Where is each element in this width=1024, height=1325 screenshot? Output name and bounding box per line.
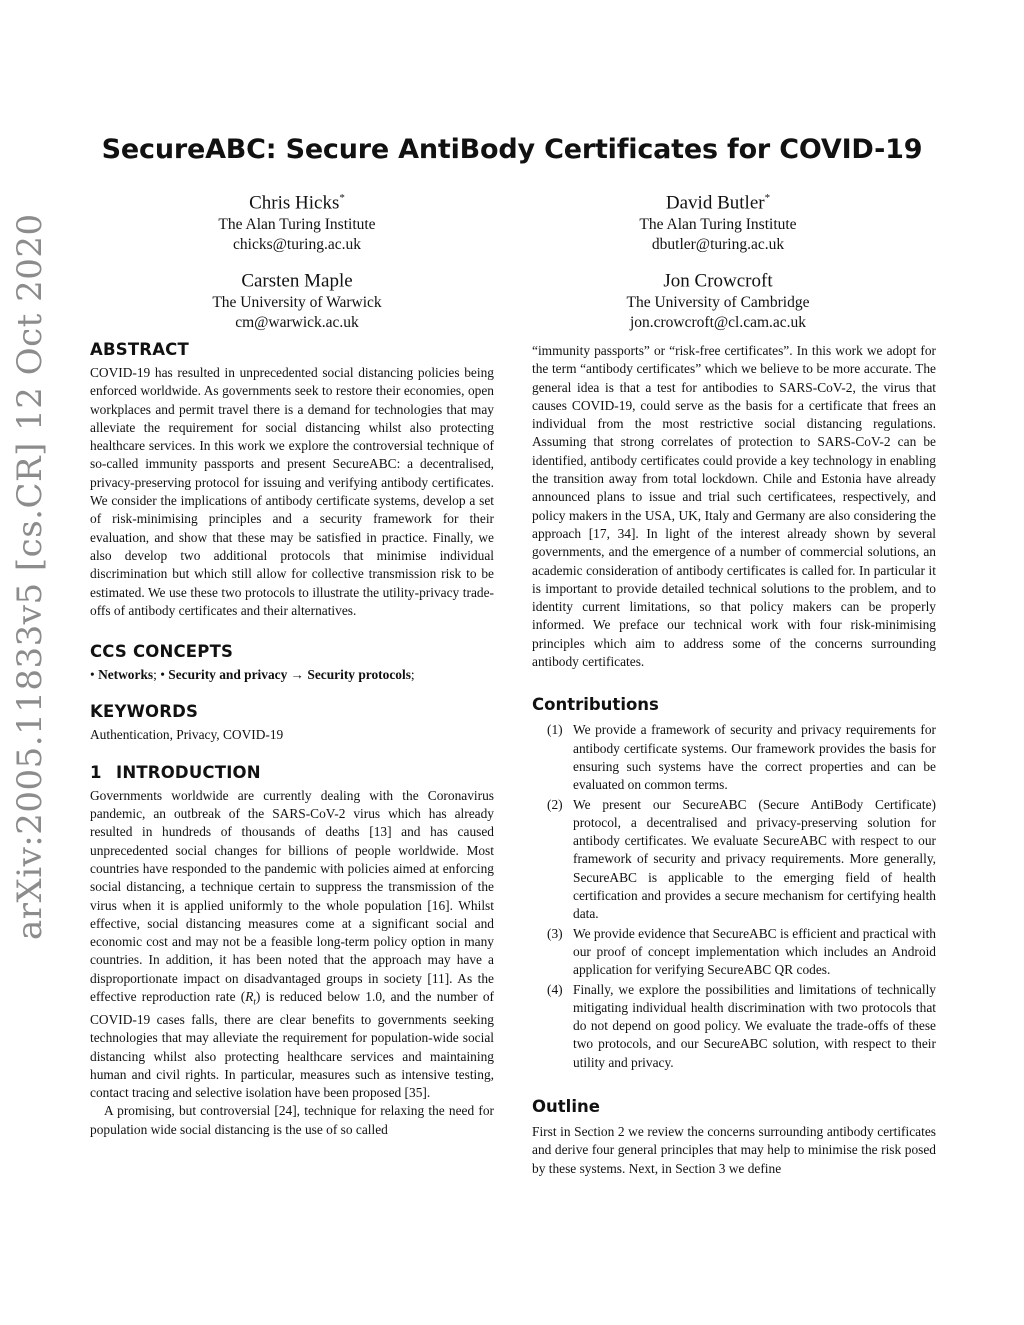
author-affiliation: The Alan Turing Institute <box>639 216 797 234</box>
contributions-list <box>532 721 936 1072</box>
author-name: David Butler* <box>665 192 771 214</box>
author-name: Jon Crowcroft <box>663 270 773 292</box>
author-block <box>87 264 507 333</box>
author-block <box>508 186 928 255</box>
left-column <box>90 340 494 1139</box>
outline-text: First in Section 2 we review the concerns surrounding antibody certificates and derive four general principles that may help to minimise the risk posed by these systems. Next, in Section 3 we define <box>532 1123 936 1176</box>
introduction-heading: 1 INTRODUCTION <box>90 762 261 782</box>
introduction-paragraph: “immunity passports” or “risk-free certificates”. In this work we adopt for the term “antibody certificates” which we believe to be more accurate. The general idea is that a test for antibodies to SARS-CoV-2, the virus that causes COVID-19, could serve as the basis for a certificate that frees an individual from the most restrictive social distancing regulations. Assuming that strong correlates of protection to SARS-CoV-2 can be identified, antibody certificates could provide a key technology in enabling the transition away from total lockdown. Chile and Estonia have already announced plans to issue and trial such certificatees, respectively, and policy makers in the USA, UK, Italy and Germany are also considering the approach [17, 34]. In light of the interest already shown by several governments, and the emergence of a number of commercial solutions, an academic consideration of antibody certificates is called for. In particular it is important to provide detailed technical solutions to the problem, and to identity current limitations, so that policy makers can be properly informed. We preface our technical work with four risk-minimising principles which aim to address some of the concerns surrounding antibody certificates. <box>532 343 936 670</box>
ccs-heading: CCS CONCEPTS <box>90 642 234 662</box>
keywords-heading: KEYWORDS <box>90 702 199 722</box>
outline-heading: Outline <box>532 1096 600 1116</box>
author-email: cm@warwick.ac.uk <box>235 314 359 332</box>
introduction-paragraph: Governments worldwide are currently dealing with the Coronavirus pandemic, an outbreak of the SARS-CoV-2 virus which has already resulted in hundreds of thousands of deaths [13] and has caused unprecedented social changes for billions of people worldwide. Most countries have responded to the pandemic with policies aimed at enforcing social distancing, a technique certain to suppress the transmission of the virus when it is applied uniformly to the whole population [16]. Whilst effective, social distancing measures come at a significant social and economic cost and may not be a feasible long-term policy option in many countries. In addition, it has been noted that the approach may have a disproportionate impact on disadvantaged groups in society [11]. As the effective reproduction rate $(R_t)$ is reduced below 1.0, and the number of COVID-19 cases falls, there are clear benefits to governments seeking technologies that may alleviate the requirement for population-wide social distancing whilst also protecting healthcare services and maintaining human and civil rights. In particular, measures such as intensive testing, contact tracing and selective isolation have been proposed [35]. <box>90 787 494 1101</box>
author-affiliation: The University of Warwick <box>212 294 382 312</box>
author-affiliation: The University of Cambridge <box>626 294 810 312</box>
author-email: dbutler@turing.ac.uk <box>651 236 785 254</box>
author-name: Carsten Maple <box>241 270 353 292</box>
ccs-concepts: • Networks; • Security and privacy → Security protocols; <box>90 667 415 683</box>
introduction-paragraph: A promising, but controversial [24], technique for relaxing the need for population wide social distancing is the use of so called <box>90 1103 494 1137</box>
author-email: chicks@turing.ac.uk <box>233 236 361 254</box>
paper-title: SecureABC: Secure AntiBody Certificates for COVID-19 <box>101 134 923 165</box>
list-item: (1) We provide a framework of security and privacy requirements for antibody certificate systems. Our framework provides the basis for ensuring such systems have the correct properties and can be evaluated on common terms. <box>547 722 936 793</box>
author-name: Chris Hicks* <box>249 192 345 214</box>
arxiv-identifier: arXiv:2005.11833v5 [cs.CR] 12 Oct 2020 <box>10 213 50 940</box>
keywords-text: Authentication, Privacy, COVID-19 <box>90 727 284 743</box>
list-item: (3) We provide evidence that SecureABC is efficient and practical with our proof of concept implementation which includes an Android application for verifying SecureABC QR codes. <box>547 925 936 978</box>
author-email: jon.crowcroft@cl.cam.ac.uk <box>629 314 807 332</box>
list-item: (2) We present our SecureABC (Secure AntiBody Certificate) protocol, a decentralised and privacy-preserving solution for antibody certificates. We evaluate SecureABC with respect to our framework of security and privacy requirements. More generally, SecureABC is applicable to the emerging field of health certification and provides a secure mechanism for certifying health data. <box>547 796 936 922</box>
contributions-heading: Contributions <box>532 695 659 715</box>
abstract-heading: ABSTRACT <box>90 340 189 359</box>
list-item: (4) Finally, we explore the possibilities and limitations of technically mitigating individual health discrimination with two protocols that do not depend on good policy. We evaluate the trade-offs of these two protocols, and our SecureABC solution, with respect to their utility and privacy. <box>547 981 936 1070</box>
author-affiliation: The Alan Turing Institute <box>218 216 376 234</box>
abstract-text: COVID-19 has resulted in unprecedented social distancing policies being enforced worldwide. As governments seek to restore their economies, open workplaces and permit travel there is a demand for technologies that may alleviate the requirement for social distancing whilst also protecting healthcare services. In this work we explore the controversial technique of so-called immunity passports and present SecureABC: a decentralised, privacy-preserving protocol for issuing and verifying antibody certificates. We consider the implications of antibody certificate systems, develop a set of risk-minimising principles and a security framework for their evaluation, and show that these may be satisfied in practice. Finally, we also develop two additional protocols that minimise individual discrimination but which still allow for collective transmission risk to be estimated. We use these two protocols to illustrate the utility-privacy trade-offs of antibody certificates and their alternatives. <box>90 365 494 618</box>
author-block <box>508 264 928 333</box>
author-block <box>87 186 507 255</box>
right-column <box>532 342 936 1178</box>
